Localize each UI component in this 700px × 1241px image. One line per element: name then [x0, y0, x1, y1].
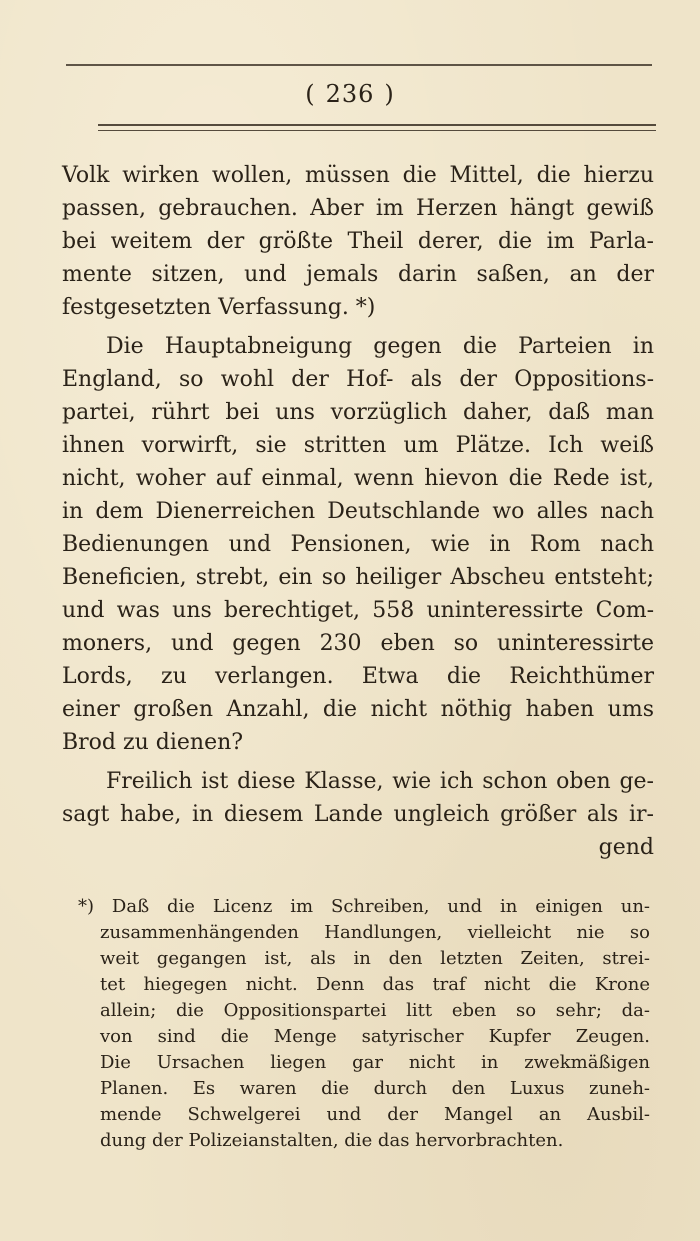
body-line: passen, gebrauchen. Aber im Herzen hängt gewiß	[62, 196, 654, 221]
body-line: Die Hauptabneigung gegen die Parteien in	[106, 334, 654, 359]
footnote-line: mende Schwelgerei und der Mangel an Ausbil-	[100, 1104, 650, 1125]
body-line: sagt habe, in diesem Lande ungleich größer als ir-	[62, 802, 654, 827]
paren-close: )	[384, 80, 395, 108]
body-line: in dem Dienerreichen Deutschlande wo alles nach	[62, 499, 654, 524]
body-line: Freilich ist diese Klasse, wie ich schon oben ge-	[106, 769, 654, 794]
body-line: festgesetzten Verfassung. *)	[62, 295, 376, 320]
footnote-line: Planen. Es waren die durch den Luxus zuneh-	[100, 1078, 650, 1099]
body-line: mente sitzen, und jemals darin saßen, an der	[62, 262, 654, 287]
footnote-line: *) Daß die Licenz im Schreiben, und in einigen un-	[78, 896, 650, 917]
footnote-line: zusammenhängenden Handlungen, vielleicht nie so	[100, 922, 650, 943]
footnote-line: weit gegangen ist, als in den letzten Zeiten, strei-	[100, 948, 650, 969]
header-rule	[98, 124, 656, 131]
page-number: 236	[325, 80, 375, 108]
top-rule	[66, 64, 652, 66]
body-line: Beneficien, strebt, ein so heiliger Abscheu entsteht;	[62, 565, 654, 590]
body-line: England, so wohl der Hof- als der Oppositions-	[62, 367, 654, 392]
body-line: nicht, woher auf einmal, wenn hievon die Rede ist,	[62, 466, 654, 491]
body-line: moners, und gegen 230 eben so uninteressirte	[62, 631, 654, 656]
body-line: ihnen vorwirft, sie stritten um Plätze. Ich weiß	[62, 433, 654, 458]
body-line: Volk wirken wollen, müssen die Mittel, die hierzu	[62, 163, 654, 188]
body-line: Bedienungen und Pensionen, wie in Rom nach	[62, 532, 654, 557]
body-line: Brod zu dienen?	[62, 730, 244, 755]
footnote-line: allein; die Oppositionspartei litt eben so sehr; da-	[100, 1000, 650, 1021]
body-line: und was uns berechtiget, 558 uninteressirte Com-	[62, 598, 654, 623]
body-line: partei, rührt bei uns vorzüglich daher, daß man	[62, 400, 654, 425]
footnote-line: tet hiegegen nicht. Denn das traf nicht die Krone	[100, 974, 650, 995]
body-line: bei weitem der größte Theil derer, die im Parla-	[62, 229, 654, 254]
paren-open: (	[305, 80, 316, 108]
body-line: einer großen Anzahl, die nicht nöthig haben ums	[62, 697, 654, 722]
footnote-line: Die Ursachen liegen gar nicht in zwekmäßigen	[100, 1052, 650, 1073]
body-line: Lords, zu verlangen. Etwa die Reichthümer	[62, 664, 654, 689]
footnote-line: dung der Polizeianstalten, die das hervorbrachten.	[100, 1130, 564, 1151]
catchword: gend	[598, 835, 654, 860]
footnote-line: von sind die Menge satyrischer Kupfer Zeugen.	[100, 1026, 650, 1047]
page-header	[0, 80, 700, 108]
